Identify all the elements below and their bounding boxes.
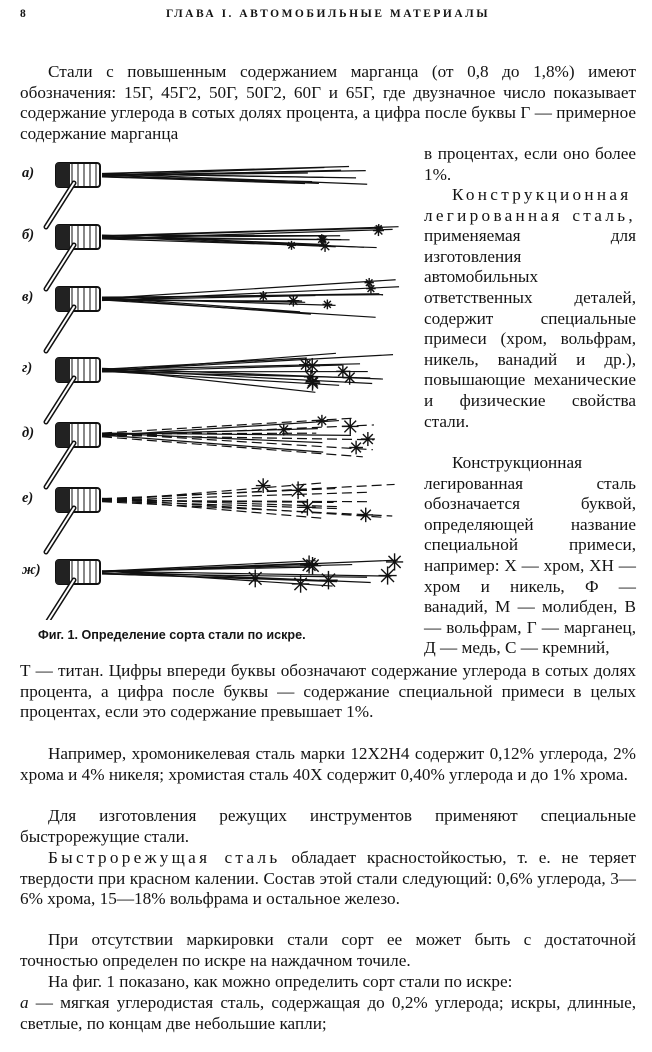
item-a-text: — мягкая углеродистая сталь, содержащая до 0,2% углерода; искры, длинные, светлые, по концам две небольшие капли; — [20, 993, 636, 1033]
spark-burst — [366, 284, 376, 294]
spark-burst — [304, 557, 321, 574]
panel-label: г) — [22, 360, 33, 376]
spark-burst — [287, 241, 296, 250]
spark-burst — [306, 374, 320, 388]
spark-burst — [289, 481, 307, 499]
panel-label: б) — [22, 227, 35, 243]
no-marking-paragraph: При отсутствии маркировки стали сорт ее может быть с достаточной точностью определен по искре на наждачном точиле. — [20, 930, 636, 970]
manganese-paragraph-end: в процентах, если оно более 1%. — [424, 144, 636, 184]
high-speed-steel-paragraph — [20, 848, 636, 910]
spark-panel — [46, 224, 399, 289]
spark-streak — [102, 484, 395, 499]
spark-burst — [358, 508, 372, 522]
panel-label: е) — [22, 490, 34, 506]
running-head: ГЛАВА I. АВТОМОБИЛЬНЫЕ МАТЕРИАЛЫ — [165, 8, 491, 20]
spark-burst — [386, 553, 403, 570]
panel-label: а) — [22, 165, 35, 181]
spark-streak — [102, 437, 363, 457]
spark-streak — [102, 483, 321, 501]
spark-test-figure — [20, 150, 418, 650]
spark-streak — [102, 500, 371, 501]
spark-burst — [256, 478, 271, 493]
spark-burst — [378, 566, 396, 584]
panel-label: д) — [22, 425, 35, 441]
alloy-steel-definition: применяемая для изготовления автомобильных ответственных деталей, содержит специальные примеси (хром, вольфрам, никель, ванадий и др.), повышающие механические и физические свойства стали. — [424, 226, 636, 431]
spark-panel — [46, 478, 395, 552]
designation-paragraph-cont: Т — титан. Цифры впереди буквы обозначают содержание углерода в сотых долях процента, а цифра после буквы — содержание специальной примеси в целых процентах, если это содержание превышает 1%. — [20, 661, 636, 722]
spark-burst — [322, 299, 332, 309]
alloy-steel-paragraph — [424, 185, 636, 432]
spark-illustration — [20, 150, 418, 620]
designation-paragraph: Конструкционная легированная сталь обозначается буквой, определяющей название специальной примеси, например: Х — хром, ХН — хром и никель, Ф — ванадий, М — молибден, В — вольфрам, Г — марганец, Д — медь, С — кремний, — [424, 453, 636, 658]
page-header — [20, 8, 636, 26]
spark-streak — [102, 492, 371, 500]
panel-label: в) — [22, 289, 34, 305]
item-a-paragraph — [20, 993, 636, 1034]
figure-caption: Фиг. 1. Определение сорта стали по искре. — [38, 628, 306, 642]
spark-panel — [46, 353, 393, 422]
spark-burst — [349, 441, 363, 455]
spark-burst — [300, 555, 318, 573]
spark-streak — [102, 174, 367, 185]
high-speed-steel-term: Быстрорежущая сталь — [48, 848, 281, 867]
spark-burst — [292, 575, 310, 593]
spark-burst — [316, 415, 328, 427]
tools-paragraph: Для изготовления режущих инструментов применяют специальные быстрорежущие стали. — [20, 806, 636, 846]
spark-streak — [102, 502, 392, 516]
page-number: 8 — [20, 8, 28, 20]
spark-burst — [287, 295, 299, 307]
spark-panel — [46, 163, 367, 227]
spark-panel — [46, 553, 403, 620]
spark-burst — [373, 225, 384, 236]
spark-burst — [319, 235, 328, 244]
spark-panel — [46, 415, 375, 487]
item-a-letter: а — [20, 993, 29, 1012]
high-speed-steel-text: обладает красностойкостью, т. е. не теряет твердости при красном калении. Состав этой стали следующий: 0,6% углерода, 3—6% хрома, 15—18% вольфрама и остальное железо. — [20, 848, 636, 909]
panel-label: ж) — [22, 562, 41, 578]
spark-streak — [102, 297, 300, 312]
alloy-steel-term: Конструкционная легированная сталь, — [424, 185, 636, 225]
example-paragraph: Например, хромоникелевая сталь марки 12Х2Н4 содержит 0,12% углерода, 2% хрома и 4% никеля; хромистая сталь 40Х содержит 0,40% углерода и до 1% хрома. — [20, 744, 636, 784]
fig-intro-paragraph: На фиг. 1 показано, как можно определить сорт стали по искре: — [48, 972, 513, 991]
spark-panel — [46, 278, 399, 351]
manganese-paragraph: Стали с повышенным содержанием марганца (от 0,8 до 1,8%) имеют обозначения: 15Г, 45Г2, 50Г, 50Г2, 60Г и 65Г, где двузначное число показывает содержание углерода в сотых долях процента, а цифра после буквы Г — примерное содержание марганца — [20, 62, 636, 143]
spark-burst — [342, 418, 359, 435]
spark-burst — [361, 432, 375, 446]
